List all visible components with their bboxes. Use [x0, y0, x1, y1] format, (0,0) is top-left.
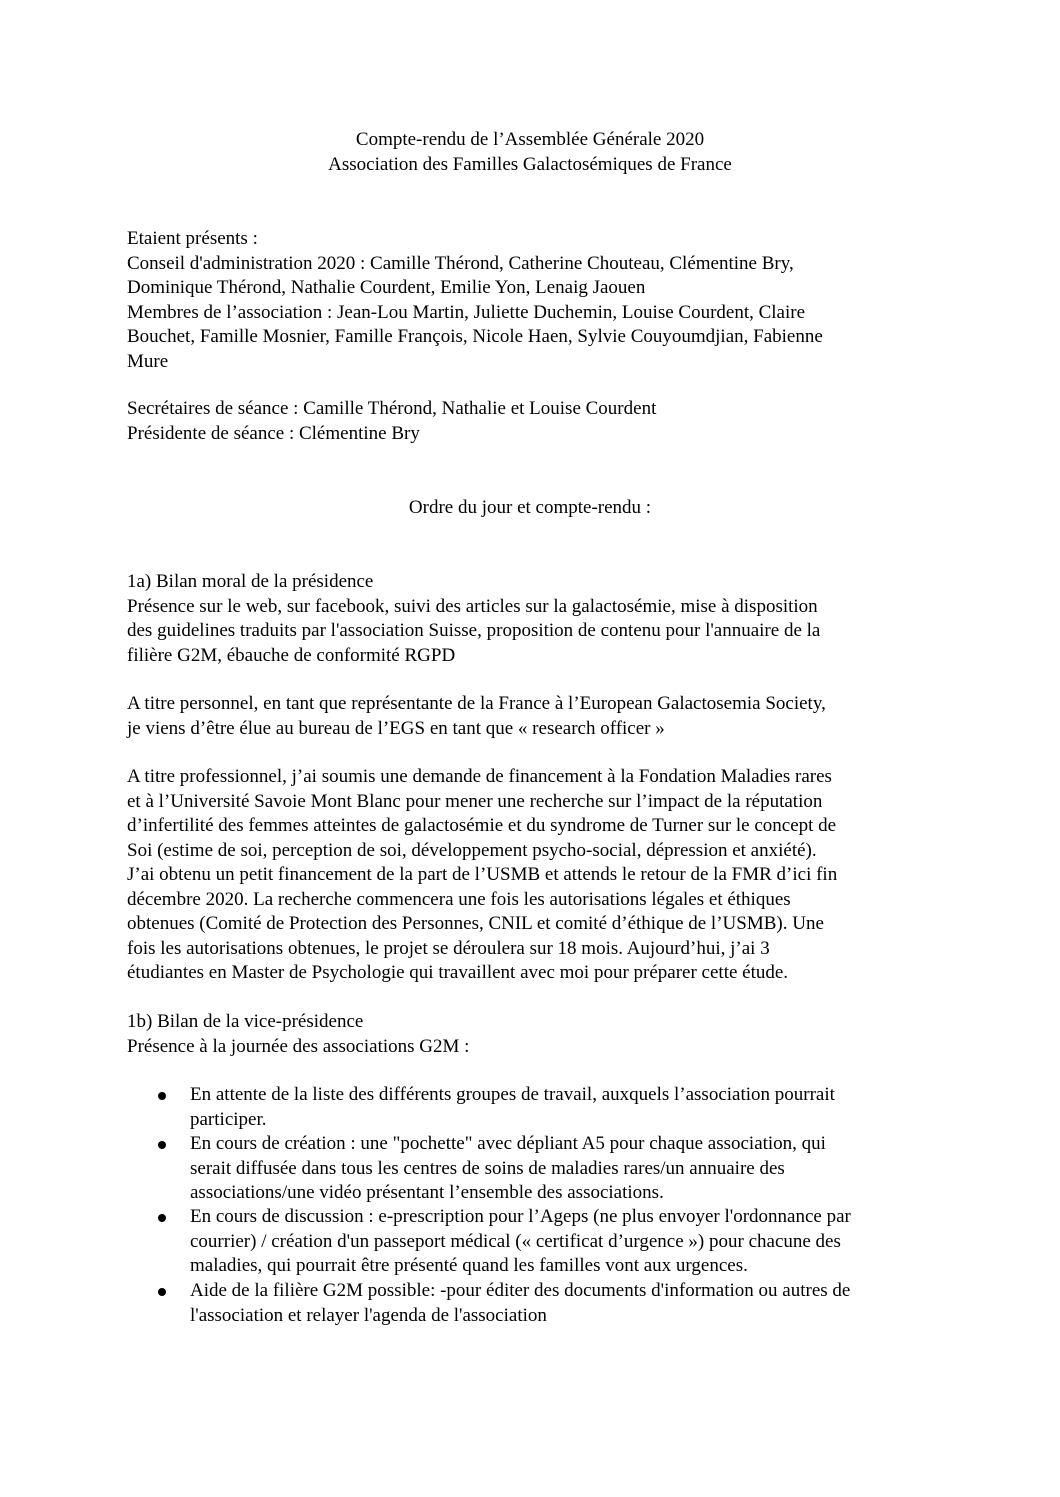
bullet-icon — [158, 1288, 166, 1296]
session-president: Présidente de séance : Clémentine Bry — [127, 422, 420, 444]
section-1b-intro: Présence à la journée des associations G2M : — [127, 1035, 470, 1057]
document-page: Compte-rendu de l’Assemblée Générale 2020 Association des Familles Galactosémiques de France Etaient présents : Conseil d'administration 2020 : Camille Thérond, Catherine Chouteau, Clémentine Bry, Dominique Thérond, Nathalie Courdent, Emilie Yon, Lenaig Jaouen Membres de l’association : Jean-Lou Martin, Juliette Duchemin, Louise Courdent, Claire Bouchet, Famille Mosnier, Famille François, Nicole Haen, Sylvie Couyoumdjian, Fabienne Mure Secrétaires de séance : Camille Thérond, Nathalie et Louise Courdent Présidente de séance : Clémentine Bry Ordre du jour et compte-rendu : 1a) Bilan moral de la présidence Présence sur le web, sur facebook, suivi des articles sur la galactosémie, mise à disposition des guidelines traduits par l'association Suisse, proposition de contenu pour l'annuaire de la filière G2M, ébauche de conformité RGPD A titre personnel, en tant que représentante de la France à l’European Galactosemia Society, je viens d’être élue au bureau de l’EGS en tant que « research officer » A titre professionnel, j’ai soumis une demande de financement à la Fondation Maladies rares et à l’Université Savoie Mont Blanc pour mener une recherche sur l’impact de la réputation d’infertilité des femmes atteintes de galactosémie et du syndrome de Turner sur le concept de Soi (estime de soi, perception de soi, développement psycho-social, dépression et anxiété). J’ai obtenu un petit financement de la part de l’USMB et attends le retour de la FMR d’ici fin décembre 2020. La recherche commencera une fois les autorisations légales et éthiques obtenues (Comité de Protection des Personnes, CNIL et comité d’éthique de l’USMB). Une fois les autorisations obtenues, le projet se déroulera sur 18 mois. Aujourd’hui, j’ai 3 étudiantes en Master de Psychologie qui travaillent avec moi pour préparer cette étude. 1b) Bilan de la vice-présidence Présence à la journée des associations G2M : En attente de la liste des différents groupes de travail, auxquels l’association pourrait participer. En cours de création : une "pochette" avec dépliant A5 pour chaque association, qui serait diffusée dans tous les centres de soins de maladies rares/un annuaire des associations/une vidéo présentant l’ensemble des associations. En cours de discussion : e-prescription pour l’Ageps (ne plus envoyer l'ordonnance par courrier) / création d'un passeport médical (« certificat d’urgence ») pour chacune des maladies, qui pourrait être présenté quand les familles vont aux urgences. Aide de la filière G2M possible: -pour éditer des documents d'information ou autres de l'association et relayer l'agenda de l'association — [0, 0, 1060, 1497]
section-1a-personal — [127, 692, 927, 741]
paragraph-line: et à l’Université Savoie Mont Blanc pour mener une recherche sur l’impact de la réputation — [127, 790, 823, 812]
paragraph-line: je viens d’être élue au bureau de l’EGS en tant que « research officer » — [127, 717, 665, 739]
attendees-heading: Etaient présents : — [127, 228, 258, 249]
paragraph-line: étudiantes en Master de Psychologie qui travaillent avec moi pour préparer cette étude. — [127, 962, 789, 983]
paragraph-line: Soi (estime de soi, perception de soi, développement psycho-social, dépression et anxiété). — [127, 839, 817, 861]
attendees-section — [127, 227, 927, 374]
attendees-line: Mure — [127, 350, 169, 372]
paragraph-line: A titre personnel, en tant que représentante de la France à l’European Galactosemia Society, — [127, 693, 826, 714]
document-subtitle: Association des Familles Galactosémiques de France — [328, 154, 732, 175]
session-secretaries: Secrétaires de séance : Camille Thérond, Nathalie et Louise Courdent — [127, 398, 657, 419]
section-1a-heading: 1a) Bilan moral de la présidence — [127, 571, 374, 592]
paragraph-line: décembre 2020. La recherche commencera une fois les autorisations légales et éthiques — [127, 888, 791, 910]
paragraph-line: Présence sur le web, sur facebook, suivi des articles sur la galactosémie, mise à disposition — [127, 595, 818, 617]
paragraph-line: J’ai obtenu un petit financement de la part de l’USMB et attends le retour de la FMR d’ici fin — [127, 864, 838, 885]
paragraph-line: des guidelines traduits par l'association Suisse, proposition de contenu pour l'annuaire de la — [127, 620, 821, 641]
document-title: Compte-rendu de l’Assemblée Générale 2020 — [355, 129, 705, 150]
attendees-line: Bouchet, Famille Mosnier, Famille François, Nicole Haen, Sylvie Couyoumdjian, Fabienne — [127, 326, 823, 347]
section-1b-heading: 1b) Bilan de la vice-présidence — [127, 1011, 364, 1032]
session-officers — [127, 397, 927, 446]
attendees-line: Conseil d'administration 2020 : Camille Thérond, Catherine Chouteau, Clémentine Bry, — [127, 252, 794, 274]
bullet-icon — [158, 1141, 166, 1149]
bullet-icon — [158, 1092, 166, 1100]
attendees-line: Membres de l’association : Jean-Lou Martin, Juliette Duchemin, Louise Courdent, Claire — [127, 301, 806, 323]
paragraph-line: A titre professionnel, j’ai soumis une demande de financement à la Fondation Maladies rares — [127, 766, 832, 787]
paragraph-line: d’infertilité des femmes atteintes de galactosémie et du syndrome de Turner sur le concept de — [127, 815, 837, 836]
section-1a-professional — [127, 765, 927, 986]
agenda-heading: Ordre du jour et compte-rendu : — [408, 497, 652, 518]
bullet-icon — [158, 1214, 166, 1222]
paragraph-line: fois les autorisations obtenues, le projet se déroulera sur 18 mois. Aujourd’hui, j’ai 3 — [127, 937, 770, 959]
attendees-line: Dominique Thérond, Nathalie Courdent, Emilie Yon, Lenaig Jaouen — [127, 277, 646, 298]
section-1a — [127, 570, 927, 668]
paragraph-line: obtenues (Comité de Protection des Personnes, CNIL et comité d’éthique de l’USMB). Une — [127, 913, 824, 934]
section-1b — [127, 1010, 927, 1059]
paragraph-line: filière G2M, ébauche de conformité RGPD — [127, 644, 456, 666]
